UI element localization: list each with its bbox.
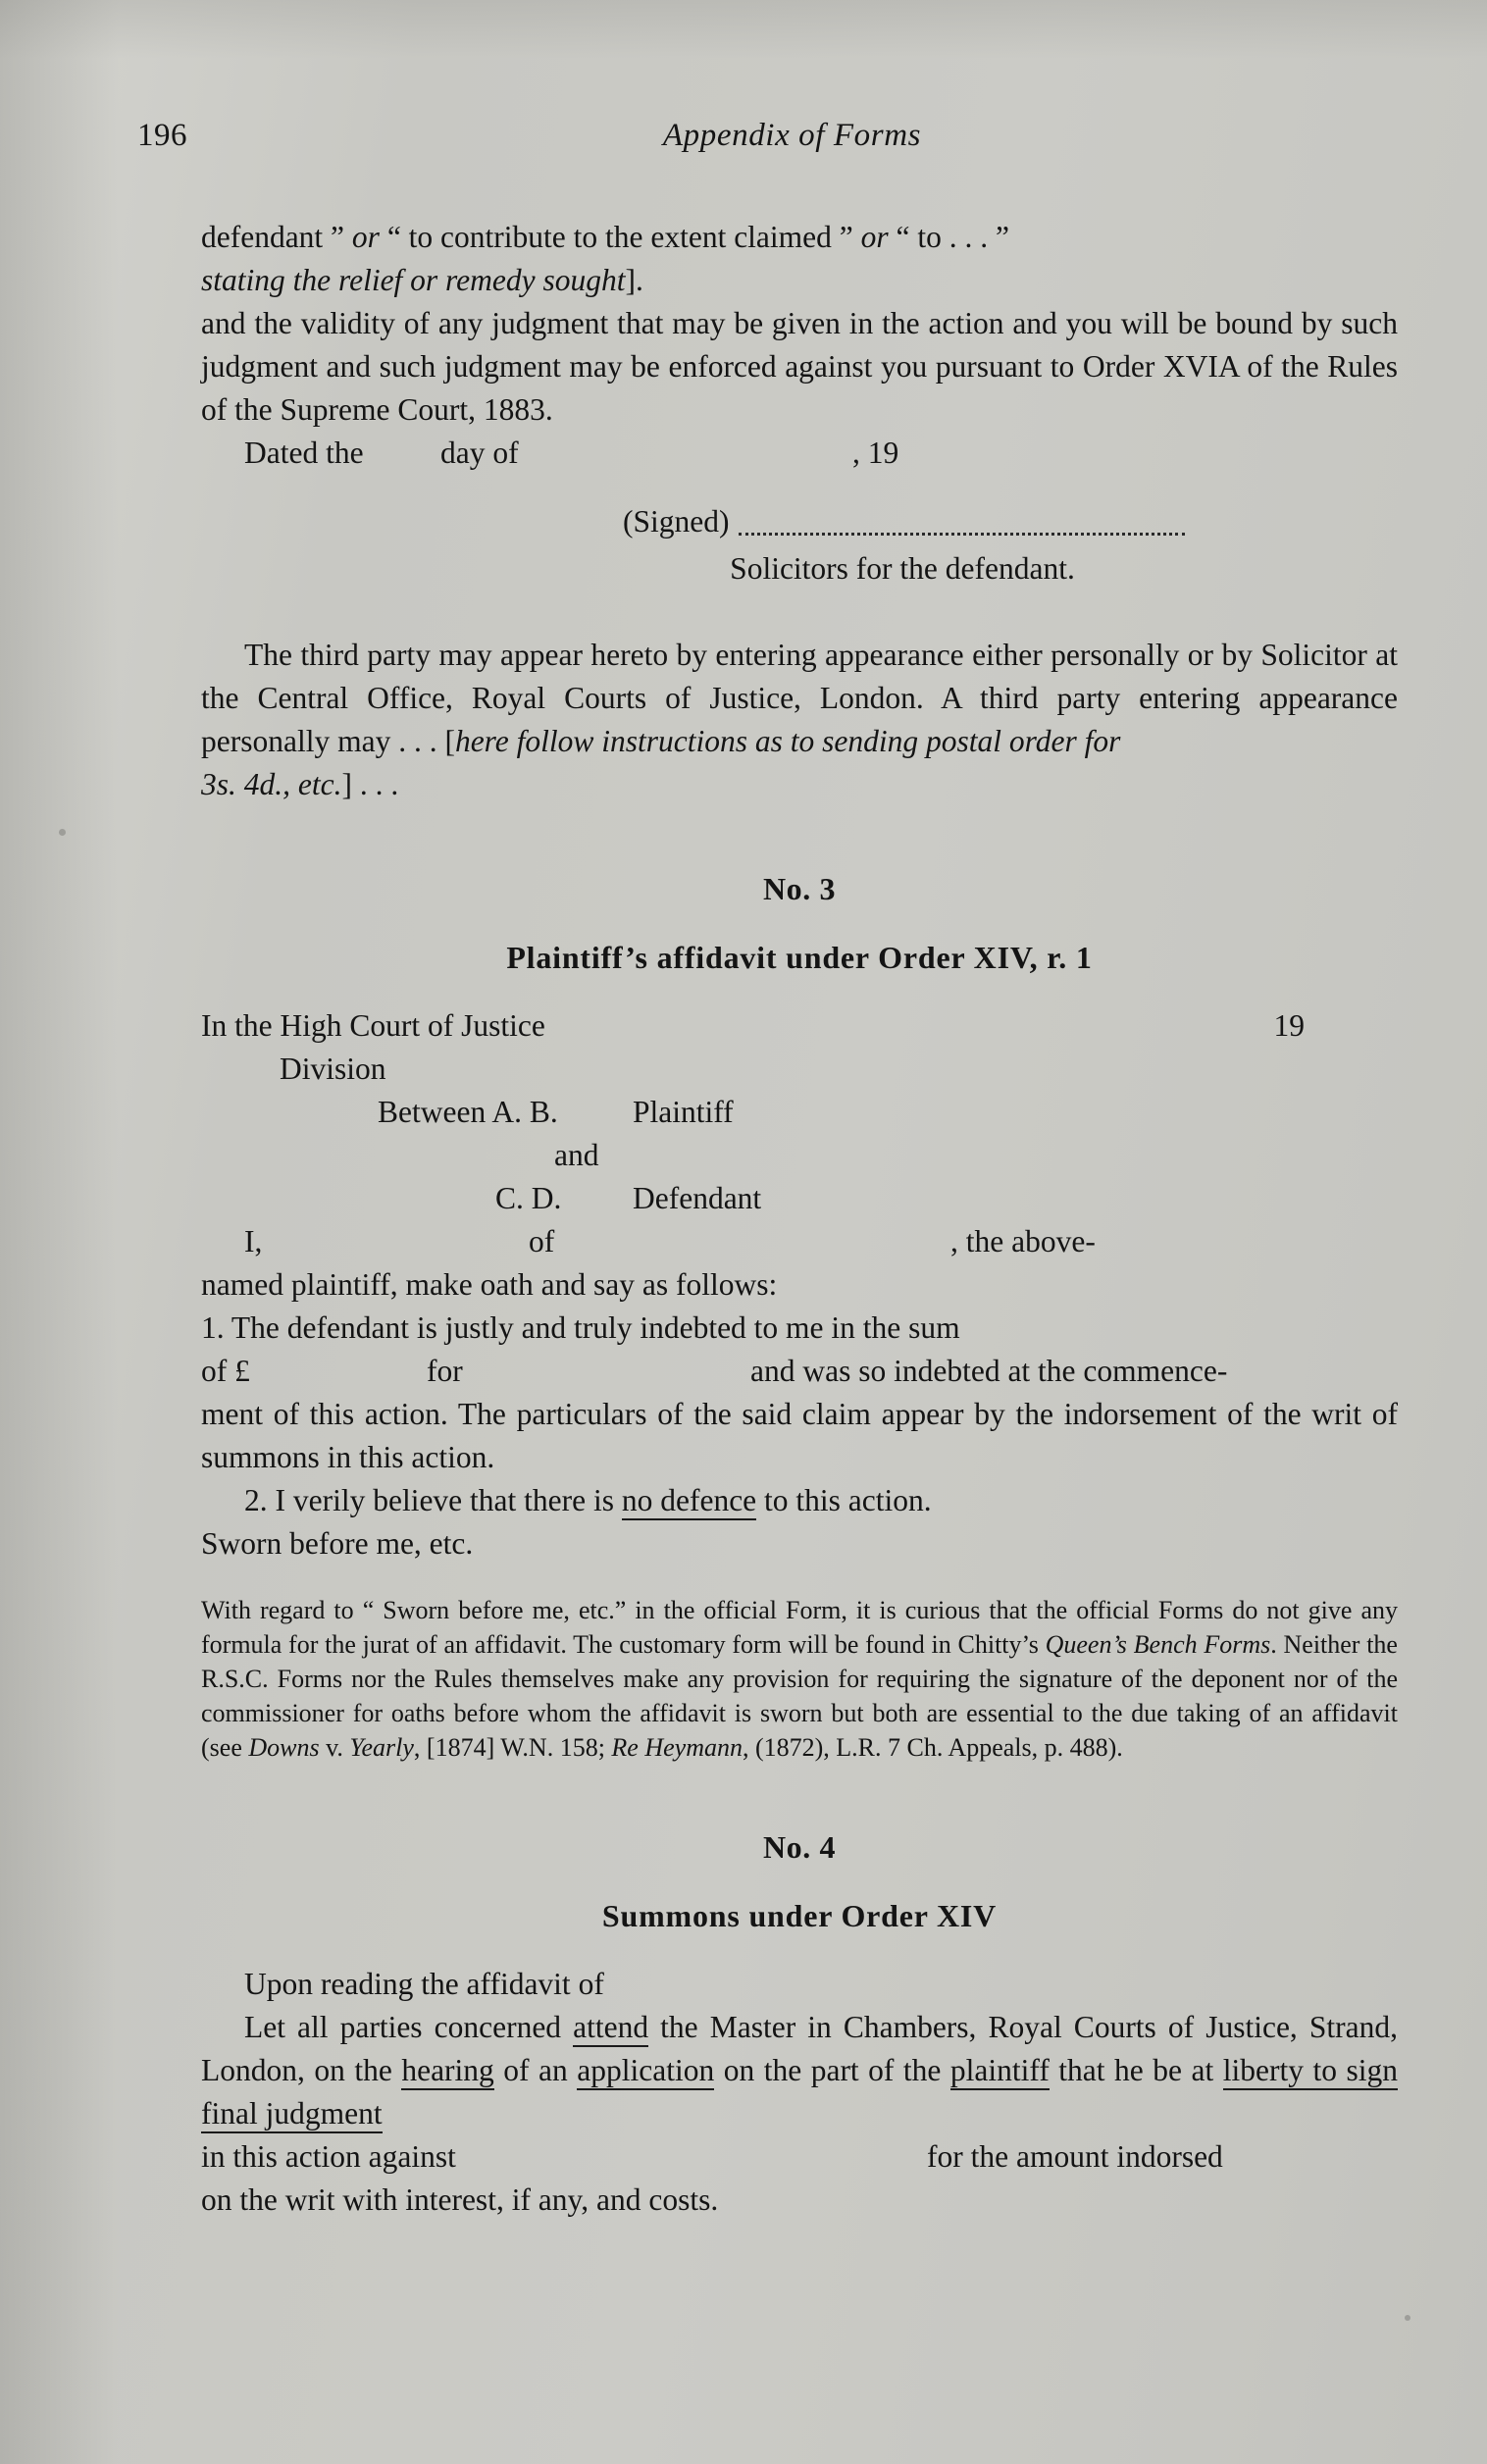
- text-frag-italic: Queen’s Bench Forms: [1045, 1630, 1271, 1659]
- case-name-heymann: Re Heymann: [611, 1733, 743, 1762]
- case-name-downs: Downs: [248, 1733, 320, 1762]
- signed-label: (Signed): [623, 504, 730, 539]
- underlined-no-defence: no defence: [622, 1483, 756, 1520]
- party-and: and: [554, 1138, 599, 1172]
- amount-pound: of £: [201, 1354, 250, 1388]
- signature-dotted-rule: [739, 492, 1185, 536]
- paragraph-defendant-line: [201, 216, 1398, 259]
- text-frag: of an: [493, 2053, 578, 2087]
- deponent-row: [201, 1220, 1398, 1263]
- summons-line-4: on the writ with interest, if any, and costs.: [201, 2182, 719, 2217]
- deponent-above-named: , the above-: [950, 1224, 1096, 1258]
- summons-against-row: [201, 2135, 1398, 2179]
- affidavit-item-1c: ment of this action. The particulars of the said claim appear by the indorsement of the writ of summons in this action.: [201, 1397, 1398, 1474]
- note-paragraph: [201, 1593, 1398, 1765]
- paragraph-validity: and the validity of any judgment that may be given in the action and you will be bound by such judgment and such judgment may be enforced against you pursuant to Order XVIA of the Rules of the Supreme Court, 1883.: [201, 306, 1398, 427]
- paragraph-third-party: [201, 634, 1398, 763]
- underlined-plaintiff: plaintiff: [950, 2053, 1050, 2090]
- form-number-4: No. 4: [762, 1829, 837, 1865]
- text-frag: . Neither the R.S.C. Forms nor the Rules themselves make any provision for requiring the signature of the deponent nor of the commissioner for oaths before whom the affidavit is sworn but both are essential to the due taking of an affidavit (see: [201, 1630, 1398, 1762]
- text-frag: on the part of the: [714, 2053, 950, 2087]
- affidavit-item-1a: 1. The defendant is justly and truly indebted to me in the sum: [201, 1310, 960, 1345]
- form-title-3: Plaintiff’s affidavit under Order XIV, r. 1: [506, 940, 1093, 975]
- text-frag: defendant ”: [201, 220, 352, 254]
- text-frag: that he be at: [1049, 2053, 1223, 2087]
- party-cd: C. D.: [495, 1181, 562, 1215]
- dated-year: , 19: [852, 436, 899, 470]
- party-row-plaintiff: [201, 1091, 1398, 1134]
- text-frag-italic: 3s. 4d., etc.: [201, 767, 342, 801]
- case-name-yearly: Yearly: [349, 1733, 414, 1762]
- amount-indebted: and was so indebted at the commence-: [750, 1354, 1228, 1388]
- summons-against: in this action against: [201, 2139, 456, 2174]
- text-frag: The third party may appear hereto by entering appearance either personally or by Solicitor at the Central Office, Royal Courts of Justice, London. A third party entering appearance personally may . . . [: [201, 638, 1398, 758]
- underlined-liberty: liberty to sign final judgment: [201, 2053, 1398, 2133]
- text-frag: ] . . .: [341, 767, 399, 801]
- page-header: [137, 118, 1398, 177]
- party-role-plaintiff: Plaintiff: [633, 1095, 734, 1129]
- deponent-named-cont: named plaintiff, make oath and say as follows:: [201, 1267, 778, 1302]
- page-number: 196: [137, 118, 187, 153]
- underlined-attend: attend: [573, 2010, 648, 2047]
- solicitors-line: Solicitors for the defendant.: [730, 551, 1075, 586]
- form-number-3: No. 3: [762, 871, 837, 906]
- division-line: Division: [280, 1052, 386, 1086]
- form-title-4: Summons under Order XIV: [601, 1898, 998, 1933]
- text-frag: ].: [625, 263, 643, 297]
- affidavit-item-1-amount-row: [201, 1350, 1398, 1393]
- deponent-i: I,: [244, 1224, 263, 1258]
- paragraph-stating-relief: [201, 259, 1398, 302]
- dated-line: [244, 432, 1398, 475]
- text-frag: v.: [319, 1733, 350, 1762]
- text-frag: “ to . . . ”: [888, 220, 1009, 254]
- text-frag-italic: stating the relief or remedy sought: [201, 263, 626, 297]
- running-head: Appendix of Forms: [662, 118, 922, 153]
- underlined-hearing: hearing: [401, 2053, 493, 2090]
- body-text: [201, 216, 1398, 2222]
- court-heading-row: [201, 1004, 1398, 1048]
- amount-for: for: [427, 1354, 463, 1388]
- text-frag: “ to contribute to the extent claimed ”: [379, 220, 861, 254]
- text-frag: , (1872), L.R. 7 Ch. Appeals, p. 488).: [742, 1733, 1123, 1762]
- paper-speck: [1405, 2315, 1410, 2321]
- paper-speck: [59, 829, 66, 836]
- court-year: 19: [1273, 1008, 1305, 1043]
- text-frag: to this action.: [756, 1483, 932, 1517]
- party-between-ab: Between A. B.: [378, 1095, 558, 1129]
- editorial-note: [201, 1593, 1398, 1765]
- text-frag: With regard to “ Sworn before me, etc.” in the official Form, it is curious that the official Forms do not give any formula for the jurat of an affidavit. The customary form will be found in Chitty’s: [201, 1596, 1398, 1659]
- summons-line-1: Upon reading the affidavit of: [244, 1967, 604, 2001]
- court-name: In the High Court of Justice: [201, 1008, 545, 1043]
- dated-day: day of: [440, 436, 519, 470]
- page-content: [137, 118, 1398, 2222]
- text-frag-italic: here follow instructions as to sending postal order for: [454, 724, 1121, 758]
- summons-amount-indorsed: for the amount indorsed: [927, 2139, 1223, 2174]
- party-row-defendant: [201, 1177, 1398, 1220]
- party-role-defendant: Defendant: [633, 1181, 762, 1215]
- affidavit-sworn: Sworn before me, etc.: [201, 1526, 474, 1561]
- text-frag: Let all parties concerned: [244, 2010, 574, 2044]
- signed-line: [201, 500, 1398, 543]
- summons-line-2: [201, 2006, 1398, 2135]
- text-frag: 2. I verily believe that there is: [244, 1483, 622, 1517]
- underlined-application: application: [577, 2053, 714, 2090]
- dated-label: Dated the: [244, 436, 364, 470]
- text-frag: the Master in Chambers, Royal Courts of Justice, Strand, London, on the: [201, 2010, 1398, 2087]
- affidavit-item-2: [201, 1479, 1398, 1522]
- text-frag-italic: or: [860, 220, 889, 254]
- paragraph-third-party-cont: [201, 763, 1398, 806]
- text-frag-italic: or: [351, 220, 380, 254]
- deponent-of: of: [529, 1224, 555, 1258]
- text-frag: , [1874] W.N. 158;: [413, 1733, 612, 1762]
